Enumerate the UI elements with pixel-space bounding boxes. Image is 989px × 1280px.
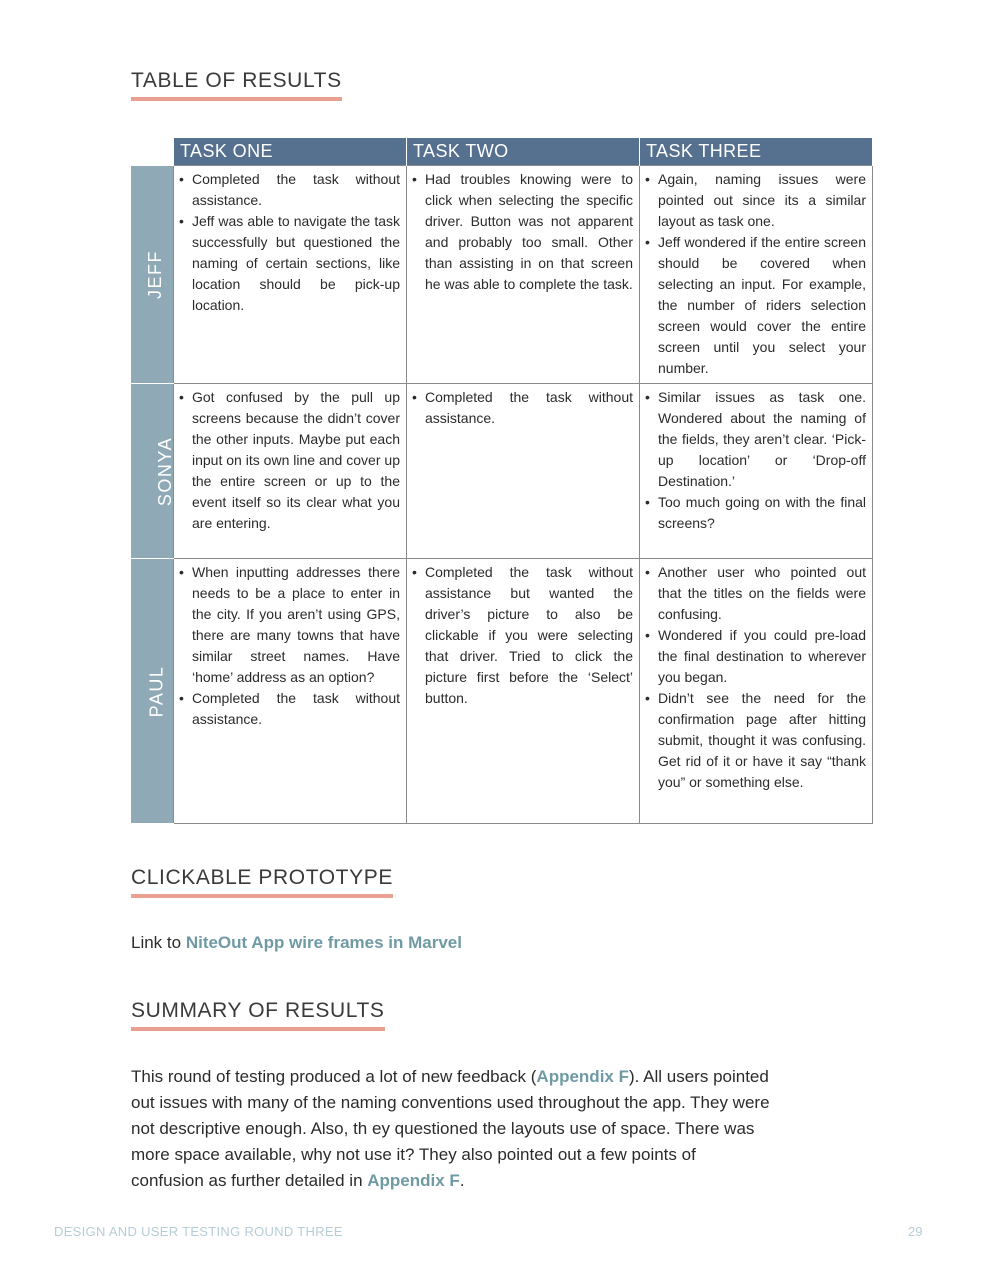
- row-label-text: SONYA: [155, 436, 176, 506]
- cell-jeff-task-three: [640, 166, 873, 384]
- table-row-paul: [131, 559, 873, 824]
- summary-text-part: ). All users pointed out issues with many of the naming conventions used throughout the app. They were not descriptive enough. Also, th ey questioned the layouts use of space. There was more space available, why not use it? They also pointed out a few points of confusion as further detailed in: [131, 1067, 770, 1190]
- feedback-item: • Similar issues as task one. Wondered about the naming of the fields, they aren’t clear. ‘Pick-up location’ or ‘Drop-off Destination.’: [644, 387, 866, 492]
- feedback-item: • Completed the task without assistance.: [411, 387, 633, 429]
- table-corner: [131, 138, 174, 166]
- feedback-item: • Didn’t see the need for the confirmation page after hitting submit, thought it was confusing. Get rid of it or have it say “thank you” or something else.: [644, 688, 866, 793]
- cell-sonya-task-two: [407, 384, 640, 559]
- footer-title: DESIGN AND USER TESTING ROUND THREE: [54, 1224, 343, 1239]
- column-header-task-two: TASK TWO: [407, 138, 640, 166]
- prototype-link-prefix: Link to: [131, 933, 186, 952]
- feedback-item: • Another user who pointed out that the titles on the fields were confusing.: [644, 562, 866, 625]
- results-table: [130, 137, 873, 824]
- cell-sonya-task-one: [174, 384, 407, 559]
- cell-jeff-task-two: [407, 166, 640, 384]
- feedback-item: • Too much going on with the final screens?: [644, 492, 866, 534]
- summary-text-part: This round of testing produced a lot of new feedback (: [131, 1067, 537, 1086]
- feedback-item: • Jeff wondered if the entire screen should be covered when selecting an input. For example, the number of riders selection screen would cover the entire screen until you select your number.: [644, 232, 866, 379]
- table-header-row: [131, 138, 873, 166]
- table-row-sonya: [131, 384, 873, 559]
- row-label-text: JEFF: [145, 250, 165, 299]
- feedback-item: • Completed the task without assistance but wanted the driver’s picture to also be clickable if you were selecting that driver. Tried to click the picture first before the ‘Select’ button.: [411, 562, 633, 709]
- feedback-item: • Completed the task without assistance.: [178, 688, 400, 730]
- cell-jeff-task-one: [174, 166, 407, 384]
- feedback-item: • Got confused by the pull up screens because the didn’t cover the other inputs. Maybe put each input on its own line and cover up the entire screen or up to the event itself so its clear what you are entering.: [178, 387, 400, 534]
- column-header-task-three: TASK THREE: [640, 138, 873, 166]
- row-label-sonya: [131, 384, 174, 559]
- cell-sonya-task-three: [640, 384, 873, 559]
- feedback-item: • When inputting addresses there needs to be a place to enter in the city. If you aren’t using GPS, there are many towns that have similar street names. Have ‘home’ address as an option?: [178, 562, 400, 688]
- cell-paul-task-two: [407, 559, 640, 824]
- summary-text-part: .: [459, 1171, 465, 1190]
- row-label-paul: [131, 559, 174, 824]
- clickable-prototype-heading: CLICKABLE PROTOTYPE: [131, 867, 393, 898]
- summary-of-results-heading: SUMMARY OF RESULTS: [131, 1000, 385, 1031]
- page-number: 29: [908, 1224, 923, 1239]
- table-of-results-heading: TABLE OF RESULTS: [131, 70, 342, 101]
- cell-paul-task-one: [174, 559, 407, 824]
- marvel-prototype-link[interactable]: NiteOut App wire frames in Marvel: [185, 933, 462, 952]
- column-header-task-one: TASK ONE: [174, 138, 407, 166]
- table-row-jeff: [131, 166, 873, 384]
- prototype-link-line: [131, 930, 462, 956]
- row-label-jeff: [131, 166, 174, 384]
- feedback-item: • Wondered if you could pre-load the final destination to wherever you began.: [644, 625, 866, 688]
- appendix-f-link-2[interactable]: Appendix F: [367, 1171, 460, 1190]
- row-label-text: PAUL: [146, 665, 167, 717]
- cell-paul-task-three: [640, 559, 873, 824]
- feedback-item: • Again, naming issues were pointed out since its a similar layout as task one.: [644, 169, 866, 232]
- appendix-f-link[interactable]: Appendix F: [536, 1067, 629, 1086]
- feedback-item: • Had troubles knowing were to click when selecting the specific driver. Button was not apparent and probably too small. Other than assisting in on that screen he was able to complete the task.: [411, 169, 633, 295]
- summary-paragraph: [131, 1064, 771, 1194]
- feedback-item: • Completed the task without assistance.: [178, 169, 400, 211]
- feedback-item: • Jeff was able to navigate the task successfully but questioned the naming of certain sections, like location should be pick-up location.: [178, 211, 400, 316]
